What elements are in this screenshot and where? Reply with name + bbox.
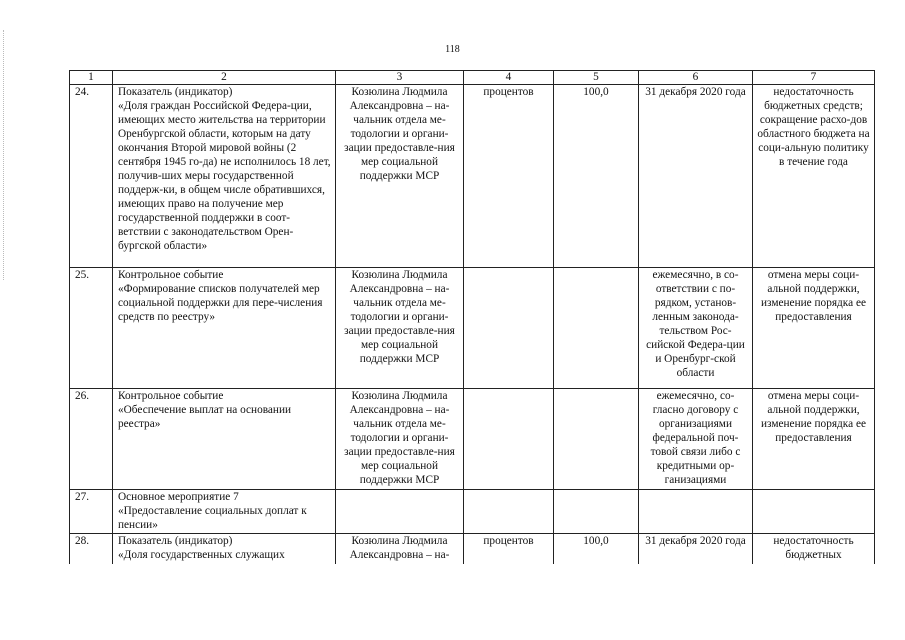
- deadline-cell: ежемесячно, в со-ответствии с по-рядком, установ-ленным законода-тельством Рос-сийской Федера-ции и Оренбург-ской области: [639, 268, 753, 389]
- indicator-cell: Контрольное событие «Формирование списков получателей мер социальной поддержки для пере-числения средств по реестру»: [113, 268, 336, 389]
- value-cell: [554, 268, 639, 389]
- unit-cell: процентов: [464, 534, 554, 564]
- row-number: 25.: [70, 268, 113, 389]
- column-number: 7: [753, 71, 875, 85]
- indicator-cell: Показатель (индикатор) «Доля государственных служащих: [113, 534, 336, 564]
- column-number: 1: [70, 71, 113, 85]
- risk-cell: [753, 490, 875, 534]
- value-cell: [554, 389, 639, 490]
- unit-cell: [464, 490, 554, 534]
- column-number-row: [70, 71, 875, 85]
- value-cell: 100,0: [554, 85, 639, 268]
- column-number: 3: [336, 71, 464, 85]
- risk-cell: недостаточность бюджетных средств; сокращение расхо-дов областного бюджета на соци-альную политику в течение года: [753, 85, 875, 268]
- page-number: 118: [445, 44, 460, 55]
- value-cell: 100,0: [554, 534, 639, 564]
- table-row: [70, 490, 875, 534]
- scan-artifact: [3, 30, 5, 280]
- value-cell: [554, 490, 639, 534]
- indicator-cell: Контрольное событие «Обеспечение выплат на основании реестра»: [113, 389, 336, 490]
- row-number: 28.: [70, 534, 113, 564]
- indicator-cell: Показатель (индикатор) «Доля граждан Российской Федера-ции, имеющих место жительства на территории Оренбургской области, которым на дату окончания Второй мировой войны (2 сентября 1945 го-да) не исполнилось 18 лет, получив-ших меры государственной поддерж-ки, в общем числе обратившихся, имеющих право на получение мер государственной поддержки в соот-ветствии с законодательством Орен-бургской области»: [113, 85, 336, 268]
- row-number: 24.: [70, 85, 113, 268]
- unit-cell: процентов: [464, 85, 554, 268]
- risk-cell: отмена меры соци-альной поддержки, изменение порядка ее предоставления: [753, 268, 875, 389]
- table-row: [70, 85, 875, 268]
- column-number: 4: [464, 71, 554, 85]
- unit-cell: [464, 389, 554, 490]
- row-number: 27.: [70, 490, 113, 534]
- column-number: 2: [113, 71, 336, 85]
- responsible-cell: [336, 490, 464, 534]
- deadline-cell: [639, 490, 753, 534]
- measures-table: [69, 70, 875, 564]
- responsible-cell: Козюлина Людмила Александровна – на-чальник отдела ме-тодологии и органи-зации предоставле-ния мер социальной поддержки МСР: [336, 85, 464, 268]
- deadline-cell: ежемесячно, со-гласно договору с организациями федеральной поч-товой связи либо с кредитными ор-ганизациями: [639, 389, 753, 490]
- column-number: 6: [639, 71, 753, 85]
- unit-cell: [464, 268, 554, 389]
- deadline-cell: 31 декабря 2020 года: [639, 85, 753, 268]
- row-number: 26.: [70, 389, 113, 490]
- table-row: [70, 389, 875, 490]
- table-row: [70, 268, 875, 389]
- table-row: [70, 534, 875, 564]
- risk-cell: недостаточность бюджетных: [753, 534, 875, 564]
- responsible-cell: Козюлина Людмила Александровна – на-чальник отдела ме-тодологии и органи-зации предоставле-ния мер социальной поддержки МСР: [336, 268, 464, 389]
- indicator-cell: Основное мероприятие 7 «Предоставление социальных доплат к пенсии»: [113, 490, 336, 534]
- deadline-cell: 31 декабря 2020 года: [639, 534, 753, 564]
- responsible-cell: Козюлина Людмила Александровна – на-: [336, 534, 464, 564]
- responsible-cell: Козюлина Людмила Александровна – на-чальник отдела ме-тодологии и органи-зации предоставле-ния мер социальной поддержки МСР: [336, 389, 464, 490]
- risk-cell: отмена меры соци-альной поддержки, изменение порядка ее предоставления: [753, 389, 875, 490]
- column-number: 5: [554, 71, 639, 85]
